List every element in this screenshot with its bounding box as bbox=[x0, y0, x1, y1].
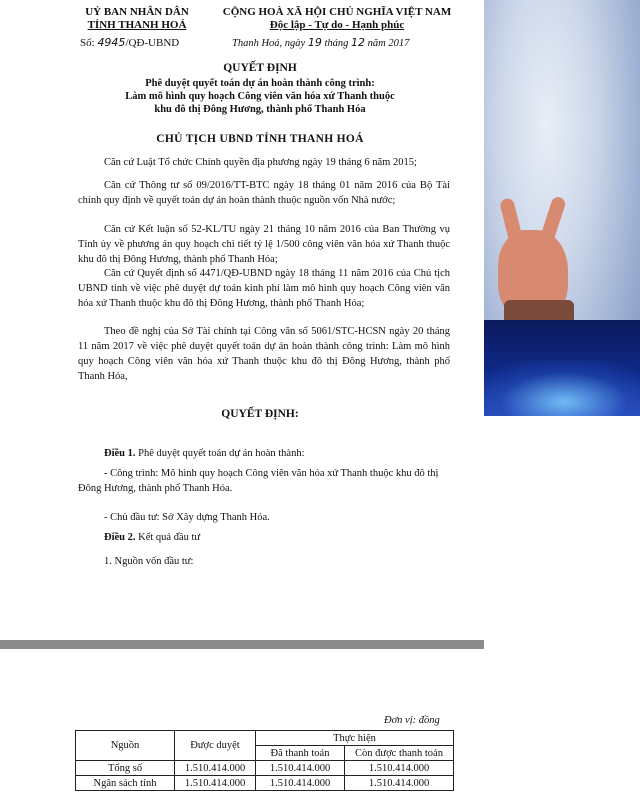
country-name: CỘNG HOÀ XÃ HỘI CHỦ NGHĨA VIỆT NAM bbox=[222, 6, 452, 18]
table-row bbox=[76, 761, 454, 776]
col-remaining-header: Còn được thanh toán bbox=[345, 746, 454, 761]
table-row bbox=[76, 776, 454, 791]
basis-paragraph-2: Căn cứ Thông tư số 09/2016/TT-BTC ngày 18 tháng 01 năm 2016 của Bộ Tài chính quy định về quyết toán dự án hoàn thành thuộc nguồn vốn Nhà nước; bbox=[78, 180, 450, 206]
decision-heading: QUYẾT ĐỊNH: bbox=[221, 408, 299, 420]
national-motto bbox=[212, 6, 462, 32]
row-remaining: 1.510.414.000 bbox=[345, 761, 454, 776]
article-1-item-2: - Chủ đầu tư: Sở Xây dựng Thanh Hóa. bbox=[104, 512, 270, 523]
issuer-block bbox=[62, 6, 212, 32]
document-title: QUYẾT ĐỊNH bbox=[223, 62, 297, 74]
so-code: /QĐ-UBND bbox=[125, 37, 180, 49]
date-day: 19 bbox=[307, 36, 322, 49]
row-paid: 1.510.414.000 bbox=[256, 776, 345, 791]
row-remaining: 1.510.414.000 bbox=[345, 776, 454, 791]
document-subtitle bbox=[60, 77, 460, 116]
row-approved: 1.510.414.000 bbox=[175, 761, 256, 776]
background-photo bbox=[484, 0, 640, 416]
col-paid-header: Đã thanh toán bbox=[256, 746, 345, 761]
funding-table bbox=[75, 730, 454, 791]
row-source: Ngân sách tỉnh bbox=[76, 776, 175, 791]
unit-label: Đơn vị: đồng bbox=[384, 715, 440, 726]
article-1-item-1: - Công trình: Mô hình quy hoạch Công viên văn hóa xứ Thanh thuộc khu đô thị Đông Hương, thành phố Thanh Hóa. bbox=[78, 468, 439, 494]
issuer-line1: UỶ BAN NHÂN DÂN bbox=[85, 6, 189, 18]
article-2: Điều 2. Kết quả đầu tư bbox=[104, 532, 201, 543]
article-1: Điều 1. Phê duyệt quyết toán dự án hoàn thành: bbox=[104, 448, 305, 459]
col-approved-header: Được duyệt bbox=[175, 731, 256, 761]
basis-paragraph-3: Căn cứ Kết luận số 52-KL/TU ngày 21 tháng 10 năm 2016 của Ban Thường vụ Tỉnh ủy về phương án quy hoạch chi tiết tỷ lệ 1/500 công viên văn hóa xứ Thanh thuộc khu đô thị Đông Hương, thành phố Thanh Hóa; bbox=[78, 224, 450, 265]
article-2-item-1: 1. Nguồn vốn đầu tư: bbox=[104, 556, 194, 567]
page-break-divider bbox=[0, 640, 484, 649]
date-month-label: tháng bbox=[324, 38, 349, 49]
row-source: Tổng số bbox=[76, 761, 175, 776]
proposal-paragraph: Theo đề nghị của Sở Tài chính tại Công văn số 5061/STC-HCSN ngày 20 tháng 11 năm 2017 về việc phê duyệt quyết toán dự án hoàn thành công trình: Làm mô hình quy hoạch Công viên văn hóa xứ Thanh thuộc khu đô thị Đông Hương, thành phố Thanh Hóa, bbox=[78, 326, 450, 382]
subtitle-line1: Phê duyệt quyết toán dự án hoàn thành công trình: bbox=[145, 78, 375, 89]
authority-heading: CHỦ TỊCH UBND TỈNH THANH HOÁ bbox=[156, 133, 364, 145]
so-handwritten-number: 4945 bbox=[97, 36, 126, 49]
subtitle-line3: khu đô thị Đông Hương, thành phố Thanh Hóa bbox=[154, 104, 366, 115]
document-number bbox=[80, 36, 179, 49]
subtitle-line2: Làm mô hình quy hoạch Công viên văn hóa xứ Thanh thuộc bbox=[125, 91, 395, 102]
motto: Độc lập - Tự do - Hạnh phúc bbox=[269, 19, 405, 31]
col-source-header: Nguồn bbox=[76, 731, 175, 761]
issue-date bbox=[232, 36, 409, 49]
date-year: năm 2017 bbox=[367, 38, 410, 49]
basis-paragraph-4: Căn cứ Quyết định số 4471/QĐ-UBND ngày 18 tháng 11 năm 2016 của Chủ tịch UBND tỉnh về việc phê duyệt dự toán kinh phí làm mô hình quy hoạch Công viên văn hóa xứ Thanh thuộc khu đô thị Đông Hương, thành phố Thanh Hóa; bbox=[78, 268, 450, 309]
row-approved: 1.510.414.000 bbox=[175, 776, 256, 791]
issuer-line2: TỈNH THANH HOÁ bbox=[87, 19, 187, 31]
light-glow bbox=[484, 360, 640, 416]
date-month: 12 bbox=[351, 36, 366, 49]
date-prefix: Thanh Hoá, ngày bbox=[232, 38, 306, 49]
so-label: Số: bbox=[80, 37, 95, 49]
col-actual-header: Thực hiện bbox=[256, 731, 454, 746]
basis-paragraph-1: Căn cứ Luật Tổ chức Chính quyền địa phương ngày 19 tháng 6 năm 2015; bbox=[104, 157, 417, 168]
row-paid: 1.510.414.000 bbox=[256, 761, 345, 776]
